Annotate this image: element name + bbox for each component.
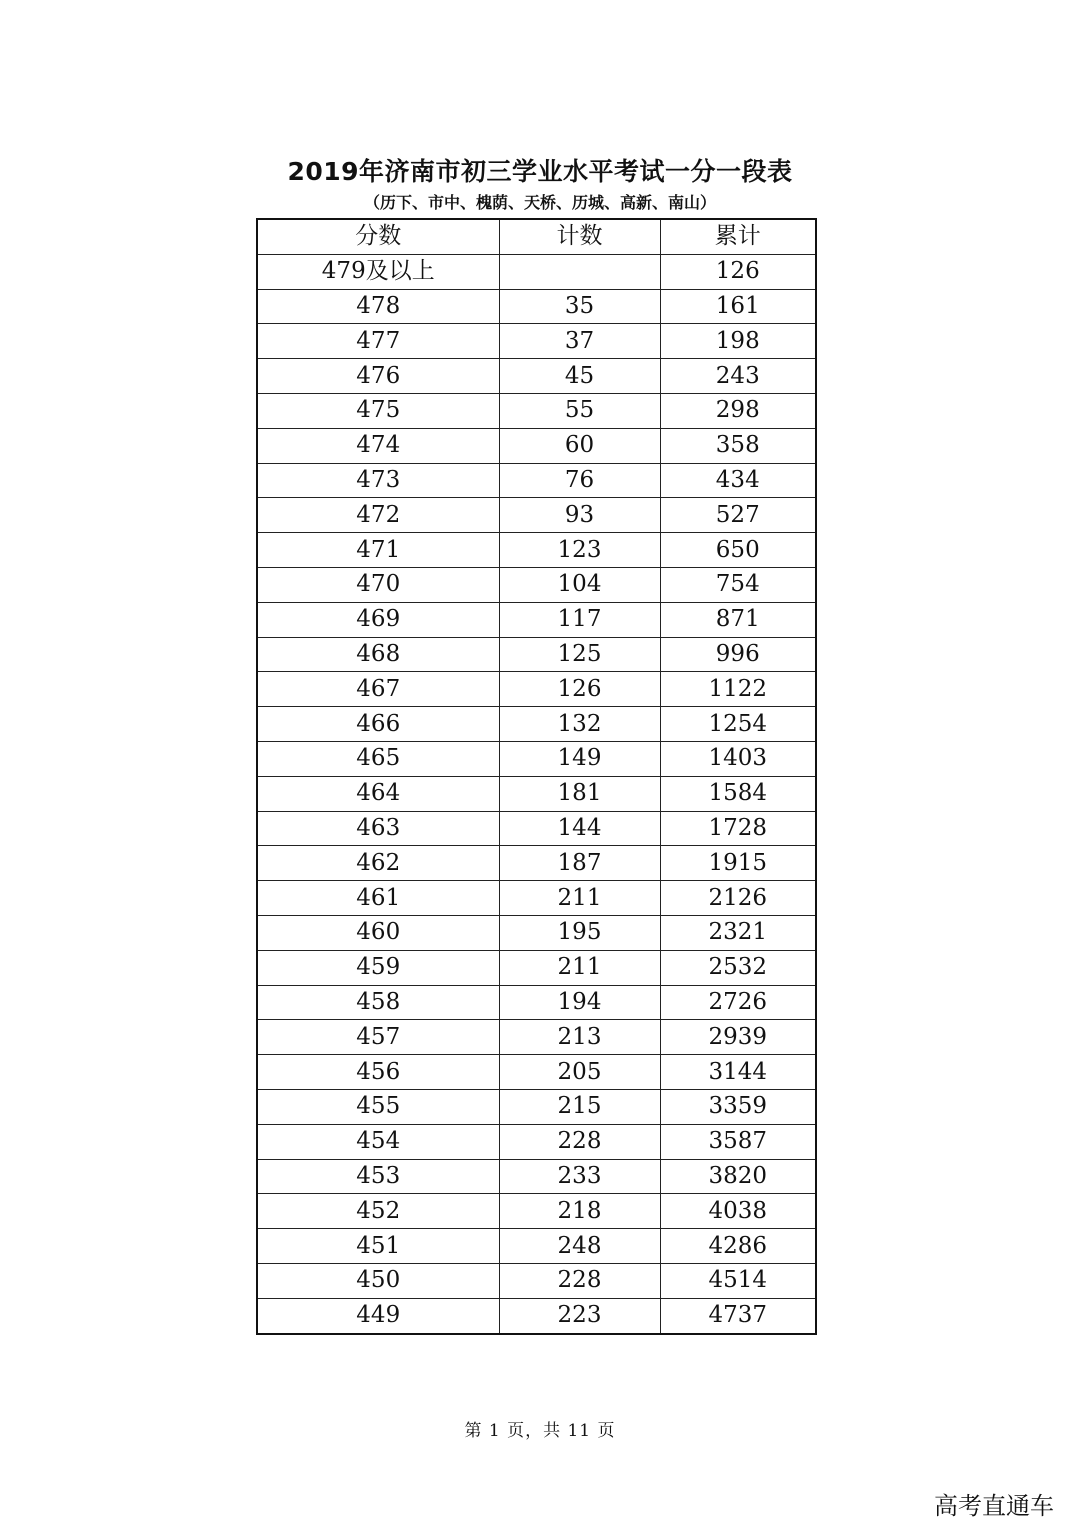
cell-cumulative: 1403 [660, 741, 816, 776]
table-row [257, 498, 816, 533]
cell-score: 453 [257, 1159, 499, 1194]
cell-cumulative: 527 [660, 498, 816, 533]
cell-count: 104 [499, 567, 660, 602]
cell-cumulative: 1254 [660, 707, 816, 742]
cell-cumulative: 2939 [660, 1020, 816, 1055]
cell-score: 478 [257, 289, 499, 324]
table-row [257, 707, 816, 742]
cell-count: 194 [499, 985, 660, 1020]
cell-cumulative: 996 [660, 637, 816, 672]
cell-cumulative: 3587 [660, 1124, 816, 1159]
cell-score: 475 [257, 393, 499, 428]
cell-count: 215 [499, 1089, 660, 1124]
table-row [257, 672, 816, 707]
table-row [257, 1194, 816, 1229]
table-row [257, 637, 816, 672]
cell-count: 218 [499, 1194, 660, 1229]
cell-count: 35 [499, 289, 660, 324]
table-row [257, 741, 816, 776]
cell-cumulative: 4737 [660, 1298, 816, 1333]
cell-cumulative: 2532 [660, 950, 816, 985]
cell-score: 479及以上 [257, 254, 499, 289]
cell-count: 213 [499, 1020, 660, 1055]
cell-score: 454 [257, 1124, 499, 1159]
cell-cumulative: 4286 [660, 1229, 816, 1264]
table-row [257, 359, 816, 394]
table-row [257, 1298, 816, 1333]
table-row [257, 1020, 816, 1055]
cell-count: 233 [499, 1159, 660, 1194]
table-row [257, 811, 816, 846]
table-row [257, 1159, 816, 1194]
cell-count: 125 [499, 637, 660, 672]
cell-count: 45 [499, 359, 660, 394]
cell-cumulative: 2321 [660, 915, 816, 950]
cell-score: 449 [257, 1298, 499, 1333]
cell-cumulative: 298 [660, 393, 816, 428]
cell-score: 472 [257, 498, 499, 533]
cell-score: 461 [257, 881, 499, 916]
table-row [257, 915, 816, 950]
cell-cumulative: 161 [660, 289, 816, 324]
cell-score: 459 [257, 950, 499, 985]
cell-score: 457 [257, 1020, 499, 1055]
table-row [257, 881, 816, 916]
cell-count: 126 [499, 672, 660, 707]
cell-count: 195 [499, 915, 660, 950]
table-row [257, 1263, 816, 1298]
score-table [256, 218, 817, 1335]
cell-cumulative: 1728 [660, 811, 816, 846]
cell-cumulative: 3144 [660, 1055, 816, 1090]
page-title: 2019年济南市初三学业水平考试一分一段表 [287, 157, 793, 186]
table-row [257, 254, 816, 289]
cell-cumulative: 358 [660, 428, 816, 463]
table-row [257, 602, 816, 637]
cell-count: 228 [499, 1124, 660, 1159]
cell-score: 465 [257, 741, 499, 776]
header-cumulative: 累计 [660, 219, 816, 254]
cell-cumulative: 198 [660, 324, 816, 359]
page-subtitle: （历下、市中、槐荫、天桥、历城、高新、南山） [363, 193, 716, 212]
cell-cumulative: 243 [660, 359, 816, 394]
cell-cumulative: 754 [660, 567, 816, 602]
table-header-row [257, 219, 816, 254]
table-row [257, 1124, 816, 1159]
cell-count: 149 [499, 741, 660, 776]
cell-count: 123 [499, 533, 660, 568]
table-row [257, 428, 816, 463]
header-count: 计数 [499, 219, 660, 254]
cell-score: 458 [257, 985, 499, 1020]
cell-count: 55 [499, 393, 660, 428]
cell-score: 464 [257, 776, 499, 811]
cell-count: 205 [499, 1055, 660, 1090]
cell-count: 117 [499, 602, 660, 637]
cell-cumulative: 1915 [660, 846, 816, 881]
table-row [257, 985, 816, 1020]
cell-score: 455 [257, 1089, 499, 1124]
header-score: 分数 [257, 219, 499, 254]
cell-cumulative: 3820 [660, 1159, 816, 1194]
table-row [257, 1229, 816, 1264]
cell-score: 450 [257, 1263, 499, 1298]
cell-score: 452 [257, 1194, 499, 1229]
cell-count: 248 [499, 1229, 660, 1264]
table-row [257, 1055, 816, 1090]
cell-score: 460 [257, 915, 499, 950]
cell-count: 211 [499, 881, 660, 916]
cell-count: 132 [499, 707, 660, 742]
cell-count: 60 [499, 428, 660, 463]
cell-cumulative: 2126 [660, 881, 816, 916]
table-row [257, 289, 816, 324]
cell-score: 451 [257, 1229, 499, 1264]
cell-count: 187 [499, 846, 660, 881]
cell-count: 223 [499, 1298, 660, 1333]
cell-cumulative: 4514 [660, 1263, 816, 1298]
table-row [257, 567, 816, 602]
cell-count: 76 [499, 463, 660, 498]
table-row [257, 324, 816, 359]
cell-cumulative: 3359 [660, 1089, 816, 1124]
cell-cumulative: 1584 [660, 776, 816, 811]
cell-score: 466 [257, 707, 499, 742]
cell-score: 468 [257, 637, 499, 672]
cell-score: 476 [257, 359, 499, 394]
cell-score: 462 [257, 846, 499, 881]
cell-cumulative: 650 [660, 533, 816, 568]
table-row [257, 1089, 816, 1124]
cell-score: 470 [257, 567, 499, 602]
cell-count: 181 [499, 776, 660, 811]
cell-cumulative: 126 [660, 254, 816, 289]
cell-cumulative: 2726 [660, 985, 816, 1020]
cell-score: 456 [257, 1055, 499, 1090]
table-body [257, 254, 816, 1333]
cell-cumulative: 871 [660, 602, 816, 637]
cell-count: 144 [499, 811, 660, 846]
cell-count: 211 [499, 950, 660, 985]
cell-score: 471 [257, 533, 499, 568]
cell-score: 477 [257, 324, 499, 359]
cell-count: 93 [499, 498, 660, 533]
table-row [257, 950, 816, 985]
table-row [257, 776, 816, 811]
cell-count: 37 [499, 324, 660, 359]
cell-cumulative: 434 [660, 463, 816, 498]
table-row [257, 393, 816, 428]
page-footer: 第 1 页，共 11 页 [464, 1421, 616, 1441]
cell-count [499, 254, 660, 289]
watermark: 高考直通车 [934, 1492, 1054, 1520]
cell-score: 469 [257, 602, 499, 637]
table-row [257, 463, 816, 498]
cell-count: 228 [499, 1263, 660, 1298]
cell-cumulative: 4038 [660, 1194, 816, 1229]
cell-score: 474 [257, 428, 499, 463]
cell-cumulative: 1122 [660, 672, 816, 707]
cell-score: 463 [257, 811, 499, 846]
table-row [257, 846, 816, 881]
cell-score: 473 [257, 463, 499, 498]
cell-score: 467 [257, 672, 499, 707]
table-row [257, 533, 816, 568]
